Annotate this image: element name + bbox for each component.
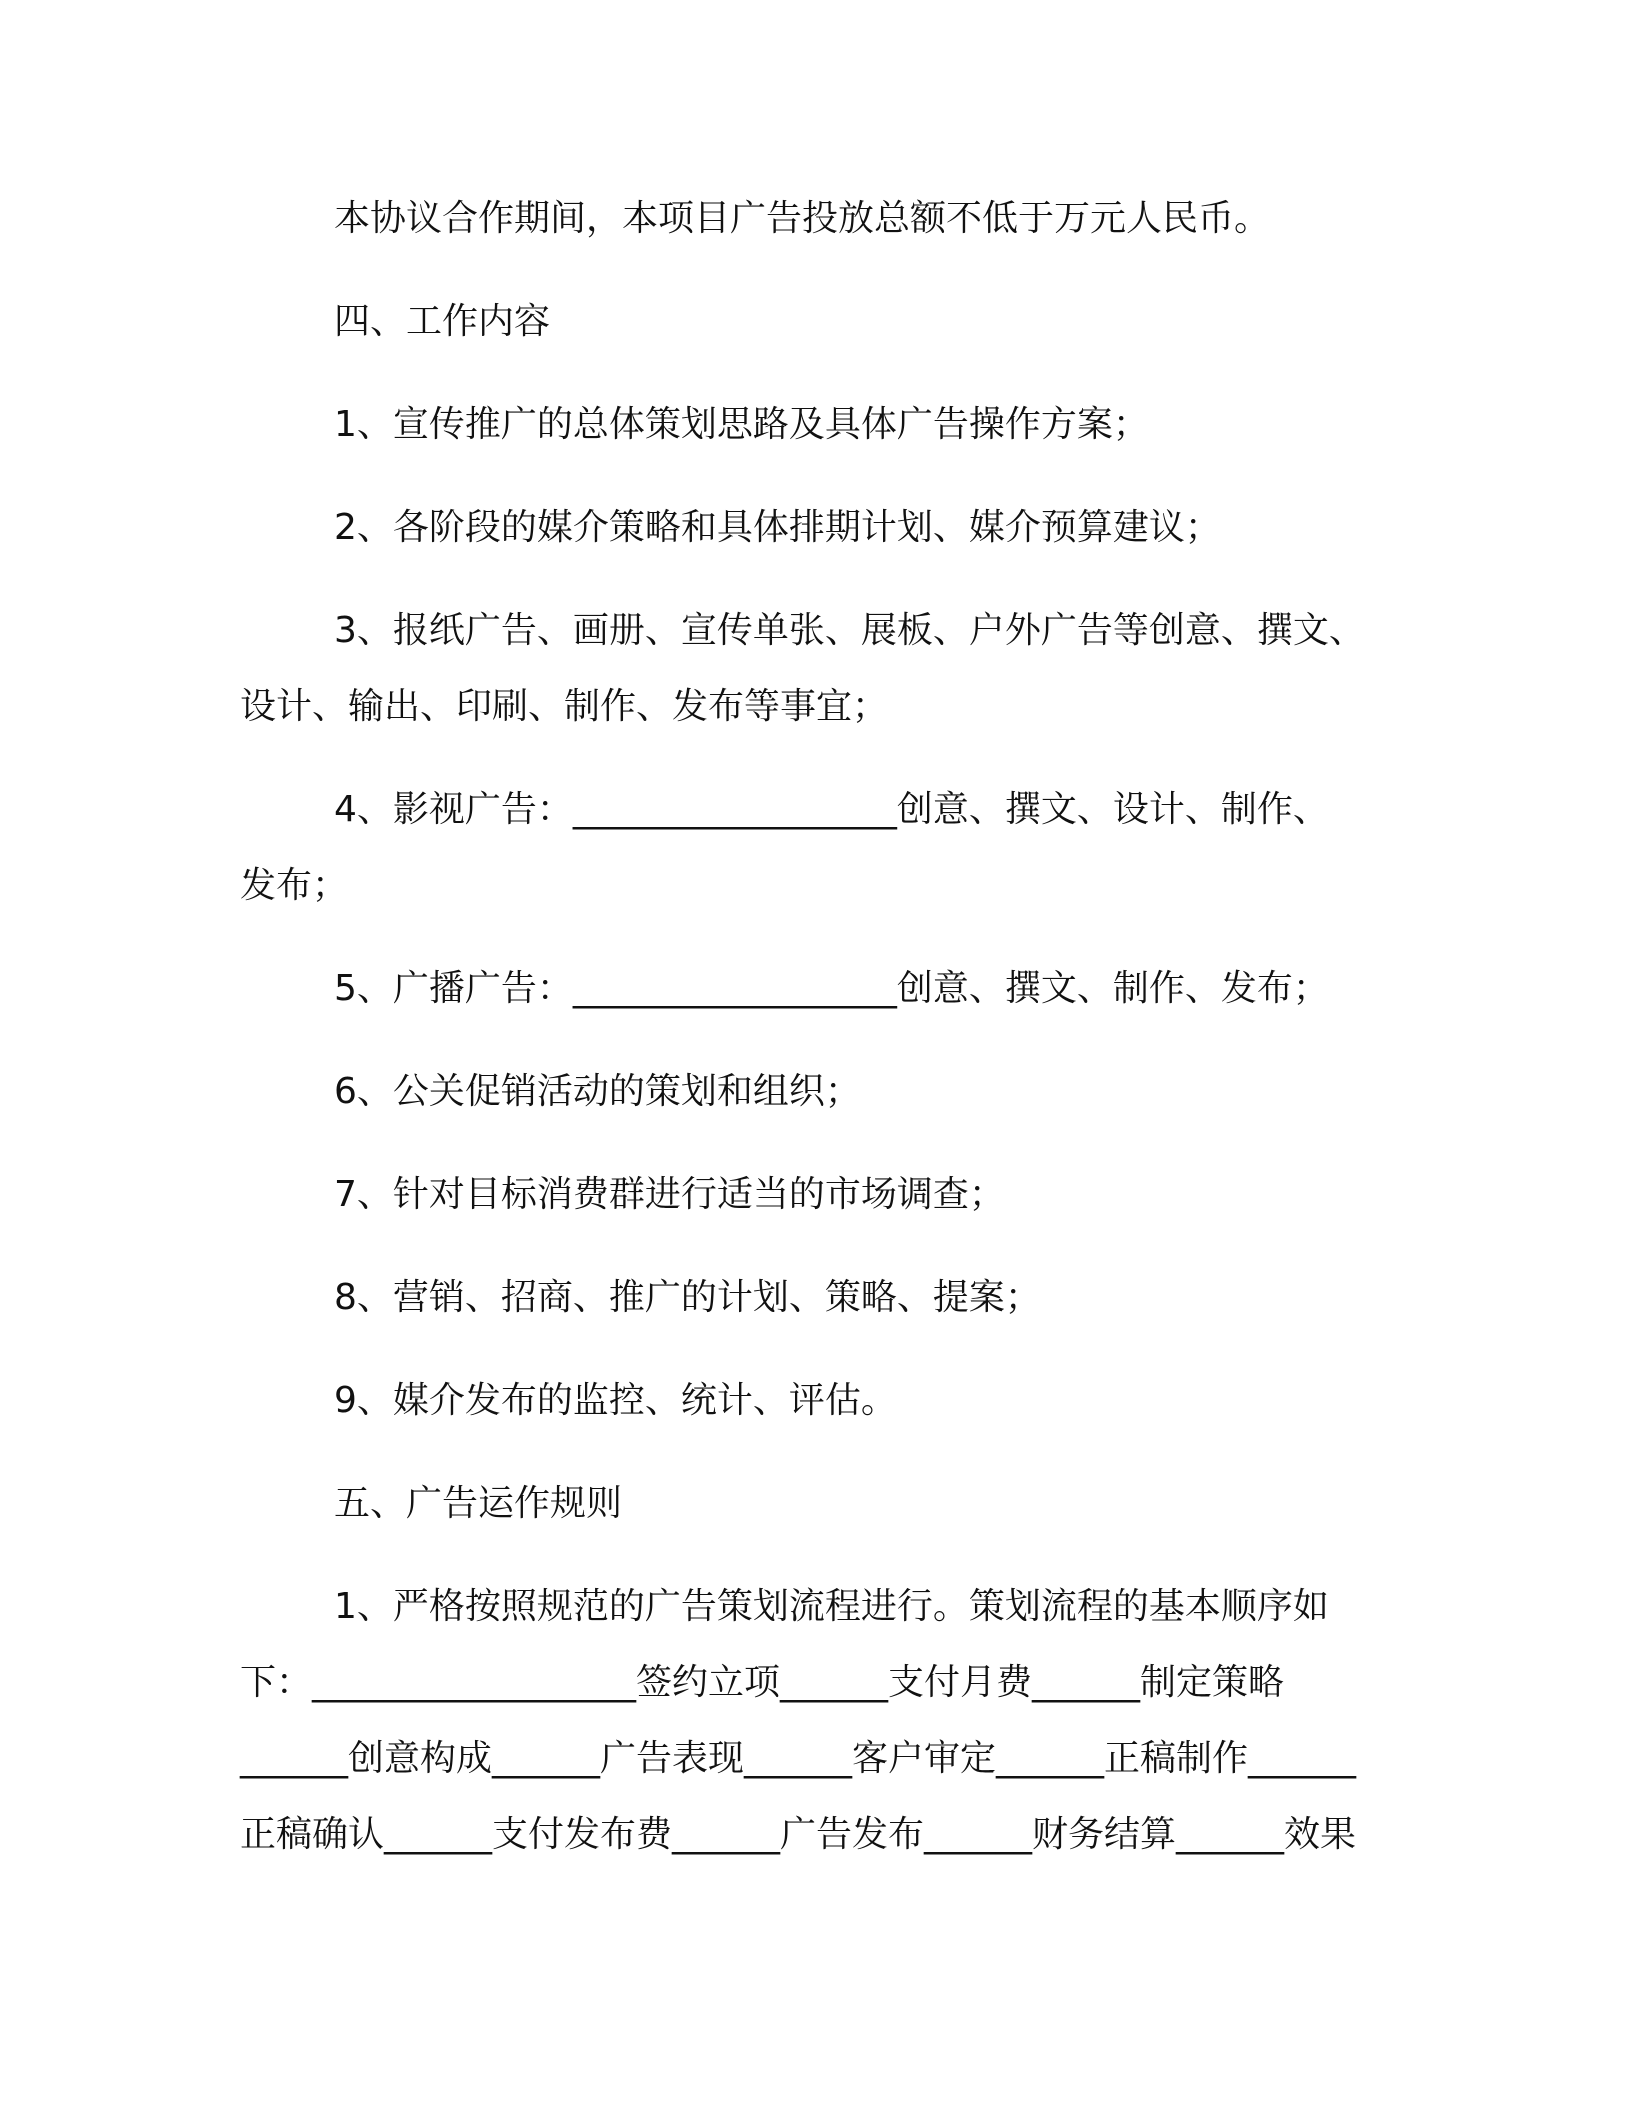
list-item-work-8: 8、营销、招商、推广的计划、策略、提案； [334, 1277, 1041, 1318]
list-item-work-9: 9、媒介发布的监控、统计、评估。 [334, 1380, 897, 1421]
list-item-work-3-line-1: 3、报纸广告、画册、宣传单张、展板、户外广告等创意、撰文、 [334, 610, 1365, 651]
list-item-work-2: 2、各阶段的媒介策略和具体排期计划、媒介预算建议； [334, 507, 1221, 548]
list-item-work-6: 6、公关促销活动的策划和组织； [334, 1071, 861, 1112]
rule-1-line-4: 正稿确认______支付发布费______广告发布______财务结算______效果 [240, 1814, 1357, 1855]
paragraph-ad-budget: 本协议合作期间，本项目广告投放总额不低于万元人民币。 [334, 198, 1271, 239]
list-item-work-3-line-2: 设计、输出、印刷、制作、发布等事宜； [240, 686, 889, 727]
list-item-work-1: 1、宣传推广的总体策划思路及具体广告操作方案； [334, 404, 1149, 445]
heading-ad-rules: 五、广告运作规则 [334, 1483, 623, 1524]
rule-1-line-2: 下：__________________签约立项______支付月费______制定策略 [240, 1662, 1285, 1703]
rule-1-line-1: 1、严格按照规范的广告策划流程进行。策划流程的基本顺序如 [334, 1586, 1329, 1627]
heading-work-content: 四、工作内容 [334, 301, 551, 342]
list-item-work-4-line-2: 发布； [240, 865, 349, 906]
rule-1-line-3: ______创意构成______广告表现______客户审定______正稿制作______ [240, 1738, 1357, 1779]
list-item-work-5: 5、广播广告：__________________创意、撰文、制作、发布； [334, 968, 1329, 1009]
list-item-work-7: 7、针对目标消费群进行适当的市场调查； [334, 1174, 1005, 1215]
list-item-work-4-line-1: 4、影视广告：__________________创意、撰文、设计、制作、 [334, 789, 1329, 830]
